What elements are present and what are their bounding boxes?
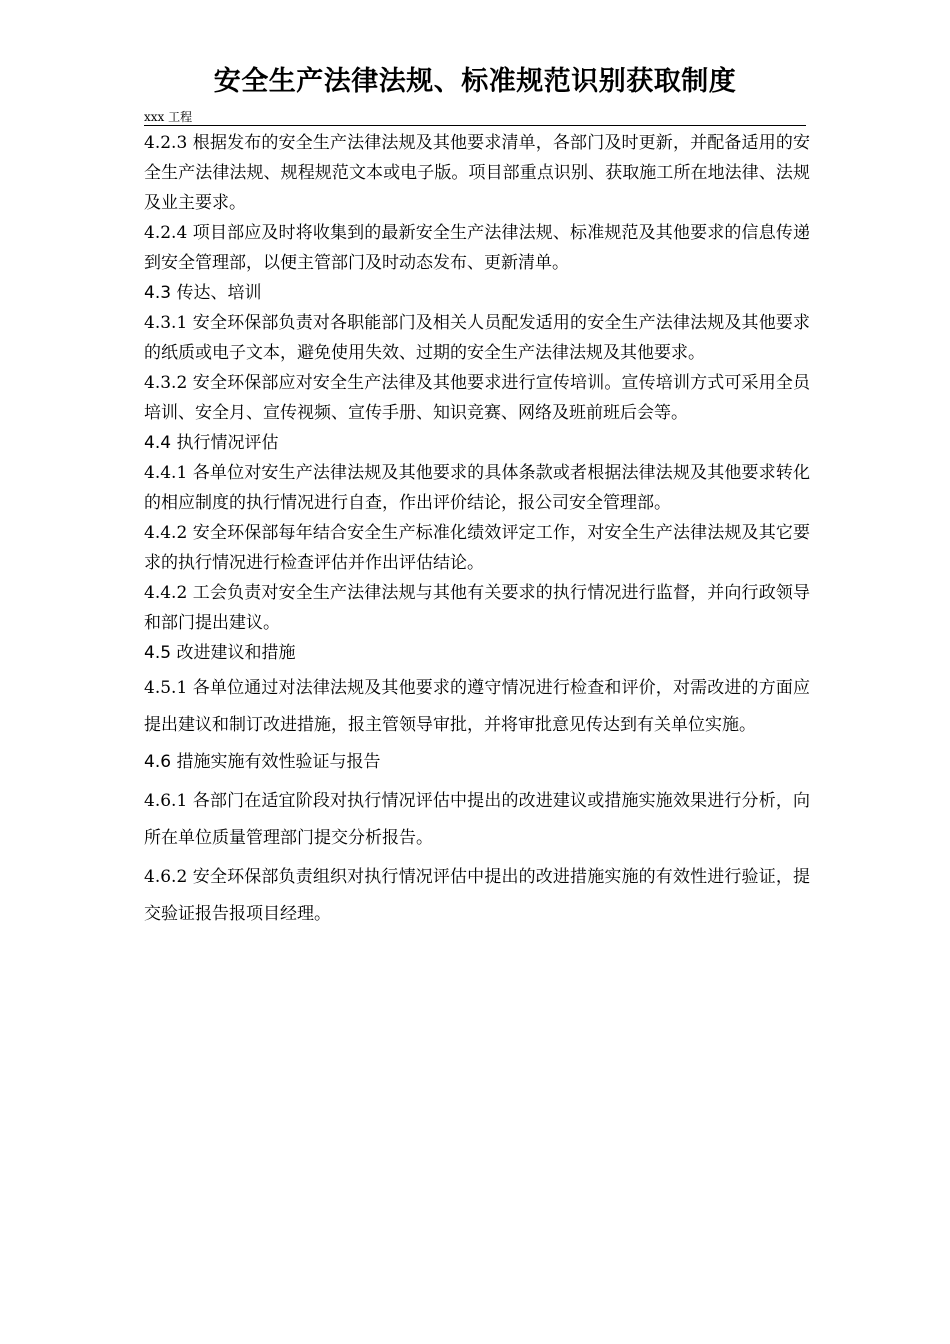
section-heading-4-6: 4.6 措施实施有效性验证与报告 <box>144 752 381 772</box>
paragraph-4-4-1: 4.4.1 各单位对安生产法律法规及其他要求的具体条款或者根据法律法规及其他要求转化的相应制度的执行情况进行自查，作出评价结论，报公司安全管理部。 <box>144 463 810 513</box>
paragraph-4-3-2: 4.3.2 安全环保部应对安全生产法律及其他要求进行宣传培训。宣传培训方式可采用全员培训、安全月、宣传视频、宣传手册、知识竞赛、网络及班前班后会等。 <box>144 373 810 423</box>
paragraph-4-5-1: 4.5.1 各单位通过对法律法规及其他要求的遵守情况进行检查和评价，对需改进的方面应提出建议和制订改进措施，报主管领导审批，并将审批意见传达到有关单位实施。 <box>144 678 810 735</box>
paragraph-4-6-2: 4.6.2 安全环保部负责组织对执行情况评估中提出的改进措施实施的有效性进行验证，提交验证报告报项目经理。 <box>144 867 810 924</box>
paragraph-4-2-4: 4.2.4 项目部应及时将收集到的最新安全生产法律法规、标准规范及其他要求的信息传递到安全管理部，以便主管部门及时动态发布、更新清单。 <box>144 223 810 273</box>
paragraph-4-2-3: 4.2.3 根据发布的安全生产法律法规及其他要求清单，各部门及时更新，并配备适用的安全生产法律法规、规程规范文本或电子版。项目部重点识别、获取施工所在地法律、法规及业主要求。 <box>144 133 810 213</box>
section-heading-4-3: 4.3 传达、培训 <box>144 283 262 303</box>
document-title: 安全生产法律法规、标准规范识别获取制度 <box>213 66 737 97</box>
header-project-name: xxx 工程 <box>144 110 193 124</box>
paragraph-4-6-1: 4.6.1 各部门在适宜阶段对执行情况评估中提出的改进建议或措施实施效果进行分析，向所在单位质量管理部门提交分析报告。 <box>144 791 810 848</box>
paragraph-4-3-1: 4.3.1 安全环保部负责对各职能部门及相关人员配发适用的安全生产法律法规及其他要求的纸质或电子文本，避免使用失效、过期的安全生产法律法规及其他要求。 <box>144 313 810 363</box>
page-header <box>144 108 806 126</box>
section-heading-4-5: 4.5 改进建议和措施 <box>144 643 296 663</box>
document-body <box>144 128 810 933</box>
section-heading-4-4: 4.4 执行情况评估 <box>144 433 279 453</box>
paragraph-4-4-2-b: 4.4.2 工会负责对安全生产法律法规与其他有关要求的执行情况进行监督，并向行政领导和部门提出建议。 <box>144 583 810 633</box>
paragraph-4-4-2-a: 4.4.2 安全环保部每年结合安全生产标准化绩效评定工作，对安全生产法律法规及其它要求的执行情况进行检查评估并作出评估结论。 <box>144 523 810 573</box>
